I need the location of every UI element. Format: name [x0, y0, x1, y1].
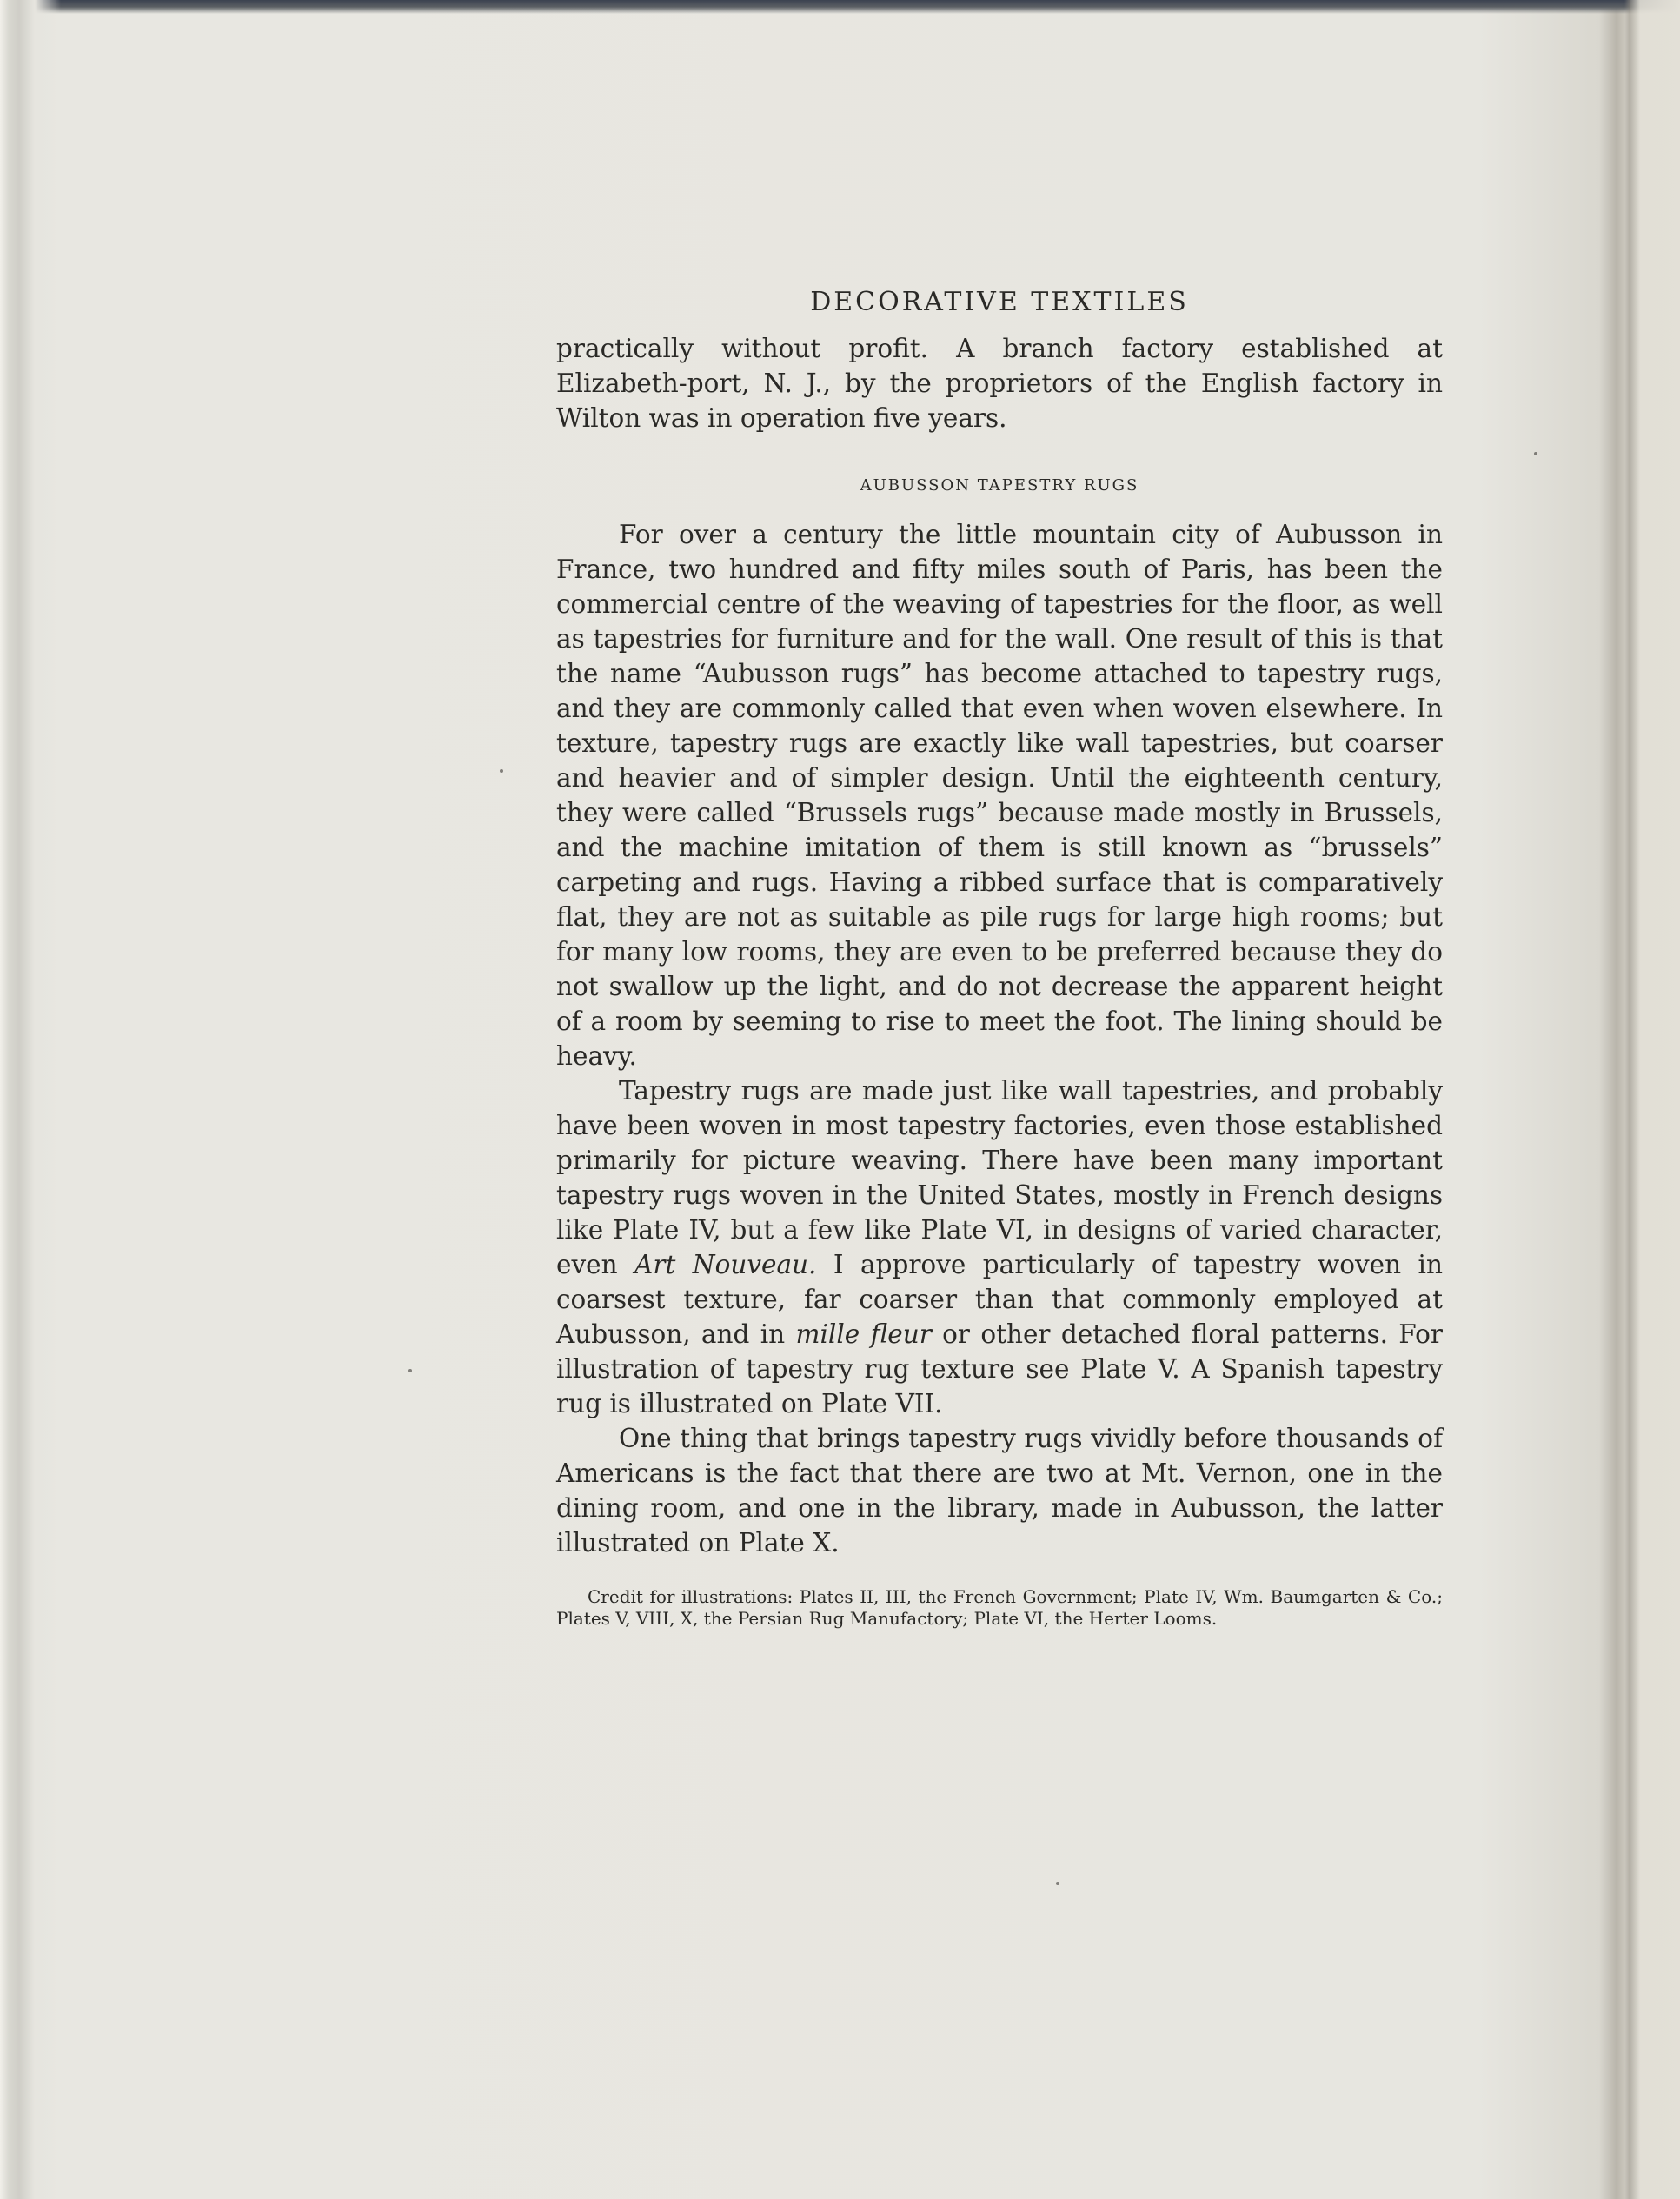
page-text-block	[556, 278, 1443, 1630]
illustration-credit: Credit for illustrations: Plates II, III, the French Government; Plate IV, Wm. Baumgarten & Co.; Plates V, VIII, X, the Persian Rug Manufactory; Plate VI, the Herter Looms.	[556, 1586, 1443, 1629]
paper-speck	[500, 769, 503, 773]
paper-speck	[1056, 1882, 1059, 1885]
section-heading: AUBUSSON TAPESTRY RUGS	[860, 476, 1139, 495]
book-top-edge	[0, 0, 1680, 14]
italic-mille-fleur: mille fleur	[795, 1319, 932, 1349]
paper-speck	[408, 1369, 412, 1372]
paragraph-tapestry-rugs	[556, 1073, 1443, 1421]
body-text	[556, 331, 1443, 1560]
paragraph-text-segment: Tapestry rugs are made just like wall tapestries, and probably have been woven in most tapestry factories, even those established primarily for picture weaving. There have been many important tapestry rugs woven in the United States, mostly in French designs like Plate IV, but a few like Plate VI, in designs of varied character, even	[556, 1076, 1443, 1279]
paragraph-continued: practically without profit. A branch factory established at Elizabeth-port, N. J., by the proprietors of the English factory in Wilton was in operation five years.	[556, 334, 1443, 433]
right-cover-edge	[1624, 0, 1680, 2199]
paragraph-mt-vernon: One thing that brings tapestry rugs vividly before thousands of Americans is the fact that there are two at Mt. Vernon, one in the dining room, and one in the library, made in Aubusson, the latter illustrated on Plate X.	[556, 1424, 1443, 1558]
left-gutter-shadow	[0, 0, 61, 2199]
paper-speck	[1534, 452, 1537, 455]
paragraph-text-segment: I approve particularly of tapestry woven in coarsest texture, far coarser than that commonly employed at Aubusson, and in	[556, 1250, 1443, 1349]
paragraph-aubusson: For over a century the little mountain city of Aubusson in France, two hundred and fifty miles south of Paris, has been the commercial centre of the weaving of tapestries for the floor, as well as tapestries for furniture and for the wall. One result of this is that the name “Aubusson rugs” has become attached to tapestry rugs, and they are commonly called that even when woven elsewhere. In texture, tapestry rugs are exactly like wall tapestries, but coarser and heavier and of simpler design. Until the eighteenth century, they were called “Brussels rugs” because made mostly in Brussels, and the machine imitation of them is still known as “brussels” carpeting and rugs. Having a ribbed surface that is comparatively flat, they are not as suitable as pile rugs for large high rooms; but for many low rooms, they are even to be preferred because they do not swallow up the light, and do not decrease the apparent height of a room by seeming to rise to meet the foot. The lining should be heavy.	[556, 520, 1443, 1071]
paragraph-text-segment: or other detached floral patterns. For illustration of tapestry rug texture see Plate V. A Spanish tapestry rug is illustrated on Plate VII.	[556, 1319, 1444, 1418]
running-head: DECORATIVE TEXTILES	[810, 287, 1189, 317]
italic-art-nouveau: Art Nouveau.	[634, 1250, 817, 1279]
